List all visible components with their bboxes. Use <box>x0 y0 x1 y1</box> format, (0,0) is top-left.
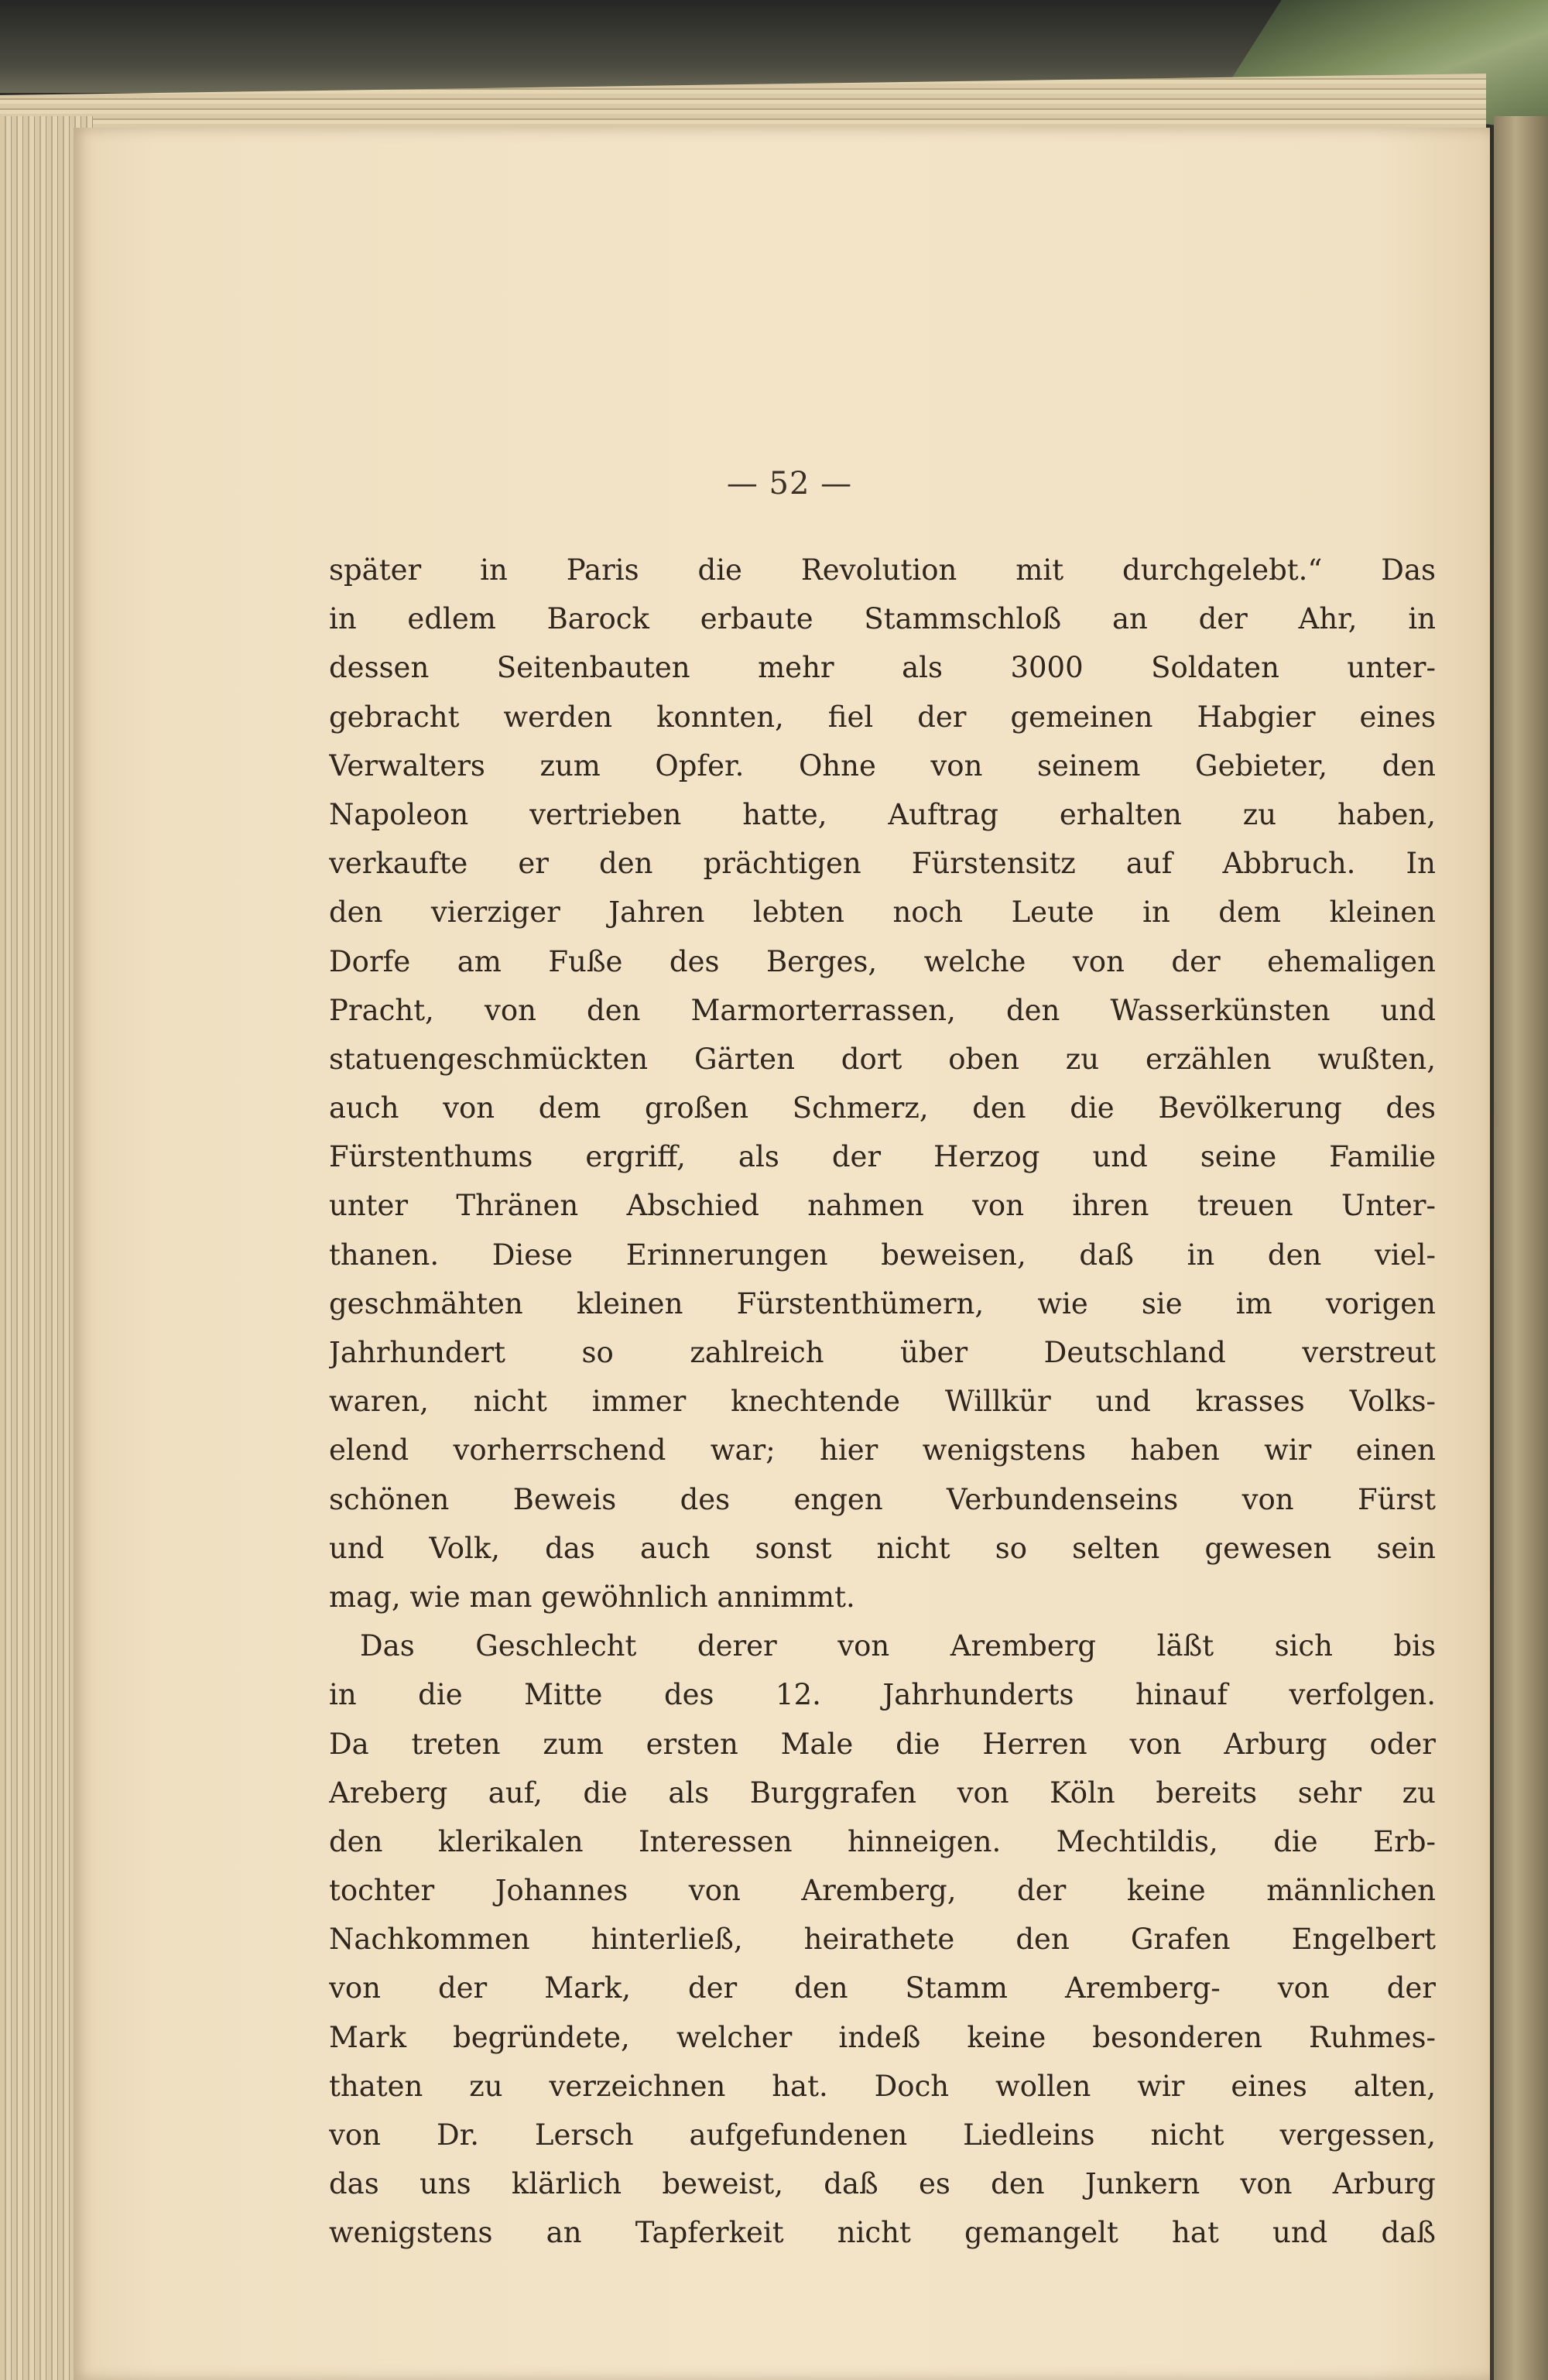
text-line: den vierziger Jahren lebten noch Leute in dem kleinen <box>329 895 1436 930</box>
text-line: den klerikalen Interessen hinneigen. Mechtildis, die Erb- <box>329 1824 1436 1858</box>
body-text <box>329 546 1436 2258</box>
text-line: Das Geschlecht derer von Aremberg läßt sich bis <box>360 1629 1436 1663</box>
text-line: thaten zu verzeichnen hat. Doch wollen wir eines alten, <box>329 2069 1436 2103</box>
text-line: geschmähten kleinen Fürstenthümern, wie sie im vorigen <box>329 1286 1436 1320</box>
text-line: gebracht werden konnten, fiel der gemeinen Habgier eines <box>329 700 1436 734</box>
text-line: mag, wie man gewöhnlich annimmt. <box>329 1580 855 1614</box>
text-line: Fürstenthums ergriff, als der Herzog und seine Familie <box>329 1140 1436 1174</box>
text-line: später in Paris die Revolution mit durchgelebt.“ Das <box>329 553 1436 587</box>
text-line: auch von dem großen Schmerz, den die Bevölkerung des <box>329 1091 1436 1125</box>
text-line: Da treten zum ersten Male die Herren von Arburg oder <box>329 1727 1436 1761</box>
text-line: elend vorherrschend war; hier wenigstens haben wir einen <box>329 1433 1436 1467</box>
text-line: waren, nicht immer knechtende Willkür und krasses Volks- <box>329 1385 1436 1419</box>
text-line: schönen Beweis des engen Verbundenseins von Fürst <box>329 1482 1436 1516</box>
book-page <box>74 128 1490 2380</box>
text-line: verkaufte er den prächtigen Fürstensitz auf Abbruch. In <box>329 847 1436 881</box>
text-line: von Dr. Lersch aufgefundenen Liedleins nicht vergessen, <box>329 2118 1436 2152</box>
page-number: — 52 — <box>726 466 853 502</box>
text-line: Nachkommen hinterließ, heirathete den Grafen Engelbert <box>329 1923 1436 1957</box>
text-line: in die Mitte des 12. Jahrhunderts hinauf verfolgen. <box>329 1678 1436 1712</box>
text-line: Jahrhundert so zahlreich über Deutschland verstreut <box>329 1336 1436 1369</box>
text-line: Verwalters zum Opfer. Ohne von seinem Gebieter, den <box>329 748 1436 782</box>
text-line: von der Mark, der den Stamm Aremberg- von der <box>329 1971 1436 2005</box>
text-line: Pracht, von den Marmorterrassen, den Wasserkünsten und <box>329 993 1436 1027</box>
text-line: unter Thränen Abschied nahmen von ihren treuen Unter- <box>329 1189 1436 1223</box>
text-line: Mark begründete, welcher indeß keine besonderen Ruhmes- <box>329 2020 1436 2054</box>
book-cover-edge <box>1494 116 1548 2380</box>
text-line: Areberg auf, die als Burggrafen von Köln bereits sehr zu <box>329 1776 1436 1810</box>
text-line: in edlem Barock erbaute Stammschloß an der Ahr, in <box>329 602 1436 636</box>
text-line: das uns klärlich beweist, daß es den Junkern von Arburg <box>329 2167 1436 2201</box>
text-line: dessen Seitenbauten mehr als 3000 Soldaten unter- <box>329 651 1436 685</box>
text-line: statuengeschmückten Gärten dort oben zu erzählen wußten, <box>329 1042 1436 1076</box>
text-line: Dorfe am Fuße des Berges, welche von der ehemaligen <box>329 944 1436 978</box>
text-line: thanen. Diese Erinnerungen beweisen, daß in den viel- <box>329 1238 1436 1272</box>
text-line: Napoleon vertrieben hatte, Auftrag erhalten zu haben, <box>329 797 1436 831</box>
text-line: wenigstens an Tapferkeit nicht gemangelt hat und daß <box>329 2216 1436 2250</box>
text-line: und Volk, das auch sonst nicht so selten gewesen sein <box>329 1531 1436 1565</box>
text-line: tochter Johannes von Aremberg, der keine männlichen <box>329 1874 1436 1908</box>
